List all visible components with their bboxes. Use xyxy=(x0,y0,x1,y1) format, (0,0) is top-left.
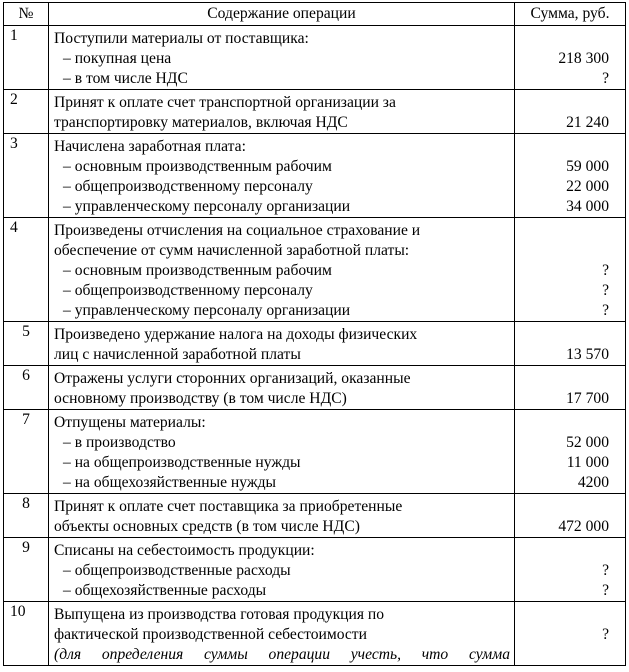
table-row xyxy=(4,218,626,322)
subitem-sum: ? xyxy=(602,302,609,319)
row-subitem: – основным производственным рабочим xyxy=(63,262,332,279)
row-subitem: – общепроизводственные расходы xyxy=(63,562,291,579)
table-row xyxy=(4,410,626,494)
row-sum xyxy=(515,366,626,410)
row-sum xyxy=(515,410,626,494)
row-subitem: – общепроизводственному персоналу xyxy=(63,178,313,195)
table-row xyxy=(4,322,626,366)
row-description xyxy=(49,26,515,90)
row-title: основному производству (в том числе НДС) xyxy=(54,390,347,407)
row-number: 8 xyxy=(4,494,49,538)
row-subitem: – на общепроизводственные нужды xyxy=(63,454,301,471)
row-sum-value: 472 000 xyxy=(558,518,609,535)
row-sum xyxy=(515,134,626,218)
row-sum xyxy=(515,602,626,666)
row-number: 6 xyxy=(4,366,49,410)
row-description xyxy=(49,410,515,494)
row-subitem: – покупная цена xyxy=(63,50,172,67)
row-number: 5 xyxy=(4,322,49,366)
row-title: фактической производственной себестоимости xyxy=(54,626,367,643)
row-description xyxy=(49,538,515,602)
subitem-sum: 4200 xyxy=(577,474,609,491)
row-description xyxy=(49,322,515,366)
subitem-sum: ? xyxy=(602,562,609,579)
row-number: 2 xyxy=(4,90,49,134)
subitem-sum: ? xyxy=(602,582,609,599)
table-row xyxy=(4,602,626,666)
header-sum: Сумма, руб. xyxy=(515,3,626,26)
row-title: обеспечение от сумм начисленной заработной платы: xyxy=(54,242,410,259)
subitem-sum: 11 000 xyxy=(566,454,609,471)
row-sum xyxy=(515,494,626,538)
table-row xyxy=(4,366,626,410)
row-subitem: – управленческому персоналу организации xyxy=(63,302,351,319)
row-sum-value: 13 570 xyxy=(566,346,609,363)
operations-table xyxy=(3,2,626,666)
subitem-sum: 52 000 xyxy=(566,434,609,451)
table-row xyxy=(4,90,626,134)
row-sum xyxy=(515,90,626,134)
row-title: Принят к оплате счет транспортной организации за xyxy=(54,94,396,111)
row-description xyxy=(49,134,515,218)
subitem-sum: 218 300 xyxy=(558,50,609,67)
subitem-sum: ? xyxy=(602,262,609,279)
row-title: Начислена заработная плата: xyxy=(54,138,246,155)
header-number: № xyxy=(4,3,49,26)
row-subitem: – общепроизводственному персоналу xyxy=(63,282,313,299)
row-sum-value: 21 240 xyxy=(566,114,609,131)
table-row xyxy=(4,538,626,602)
subitem-sum: 34 000 xyxy=(566,198,609,215)
row-number: 10 xyxy=(4,602,49,666)
row-sum xyxy=(515,218,626,322)
row-description xyxy=(49,218,515,322)
row-sum-value: 17 700 xyxy=(566,390,609,407)
row-note: (для определения суммы операции учесть, что сумма xyxy=(54,646,510,663)
table-row xyxy=(4,494,626,538)
row-description xyxy=(49,366,515,410)
row-title: Поступили материалы от поставщика: xyxy=(54,30,309,47)
row-sum xyxy=(515,322,626,366)
row-title: объекты основных средств (в том числе НДС) xyxy=(54,518,360,535)
table-header-row xyxy=(4,3,626,26)
row-sum xyxy=(515,26,626,90)
row-title: Списаны на себестоимость продукции: xyxy=(54,542,315,559)
row-title: транспортировку материалов, включая НДС xyxy=(54,114,348,131)
row-title: Отражены услуги сторонних организаций, оказанные xyxy=(54,370,411,387)
subitem-sum: 22 000 xyxy=(566,178,609,195)
operations-document xyxy=(3,2,625,666)
row-title: Принят к оплате счет поставщика за приобретенные xyxy=(54,498,403,515)
row-description xyxy=(49,602,515,666)
row-number: 1 xyxy=(4,26,49,90)
row-title: лиц с начисленной заработной платы xyxy=(54,346,301,363)
subitem-sum: 59 000 xyxy=(566,158,609,175)
row-subitem: – основным производственным рабочим xyxy=(63,158,332,175)
row-sum xyxy=(515,538,626,602)
row-subitem: – в производство xyxy=(63,434,176,451)
row-title: Отпущены материалы: xyxy=(54,414,206,431)
row-title: Произведены отчисления на социальное страхование и xyxy=(54,222,421,239)
row-title: Выпущена из производства готовая продукция по xyxy=(54,606,385,623)
row-title: Произведено удержание налога на доходы физических xyxy=(54,326,418,343)
row-description xyxy=(49,494,515,538)
row-number: 3 xyxy=(4,134,49,218)
row-subitem: – в том числе НДС xyxy=(63,70,188,87)
row-description xyxy=(49,90,515,134)
row-number: 4 xyxy=(4,218,49,322)
subitem-sum: ? xyxy=(602,282,609,299)
table-row xyxy=(4,26,626,90)
row-subitem: – на общехозяйственные нужды xyxy=(63,474,277,491)
subitem-sum: ? xyxy=(602,70,609,87)
header-content: Содержание операции xyxy=(49,3,515,26)
table-row xyxy=(4,134,626,218)
row-subitem: – общехозяйственные расходы xyxy=(63,582,267,599)
row-number: 7 xyxy=(4,410,49,494)
row-subitem: – управленческому персоналу организации xyxy=(63,198,351,215)
row-number: 9 xyxy=(4,538,49,602)
row-sum-value: ? xyxy=(602,626,609,643)
